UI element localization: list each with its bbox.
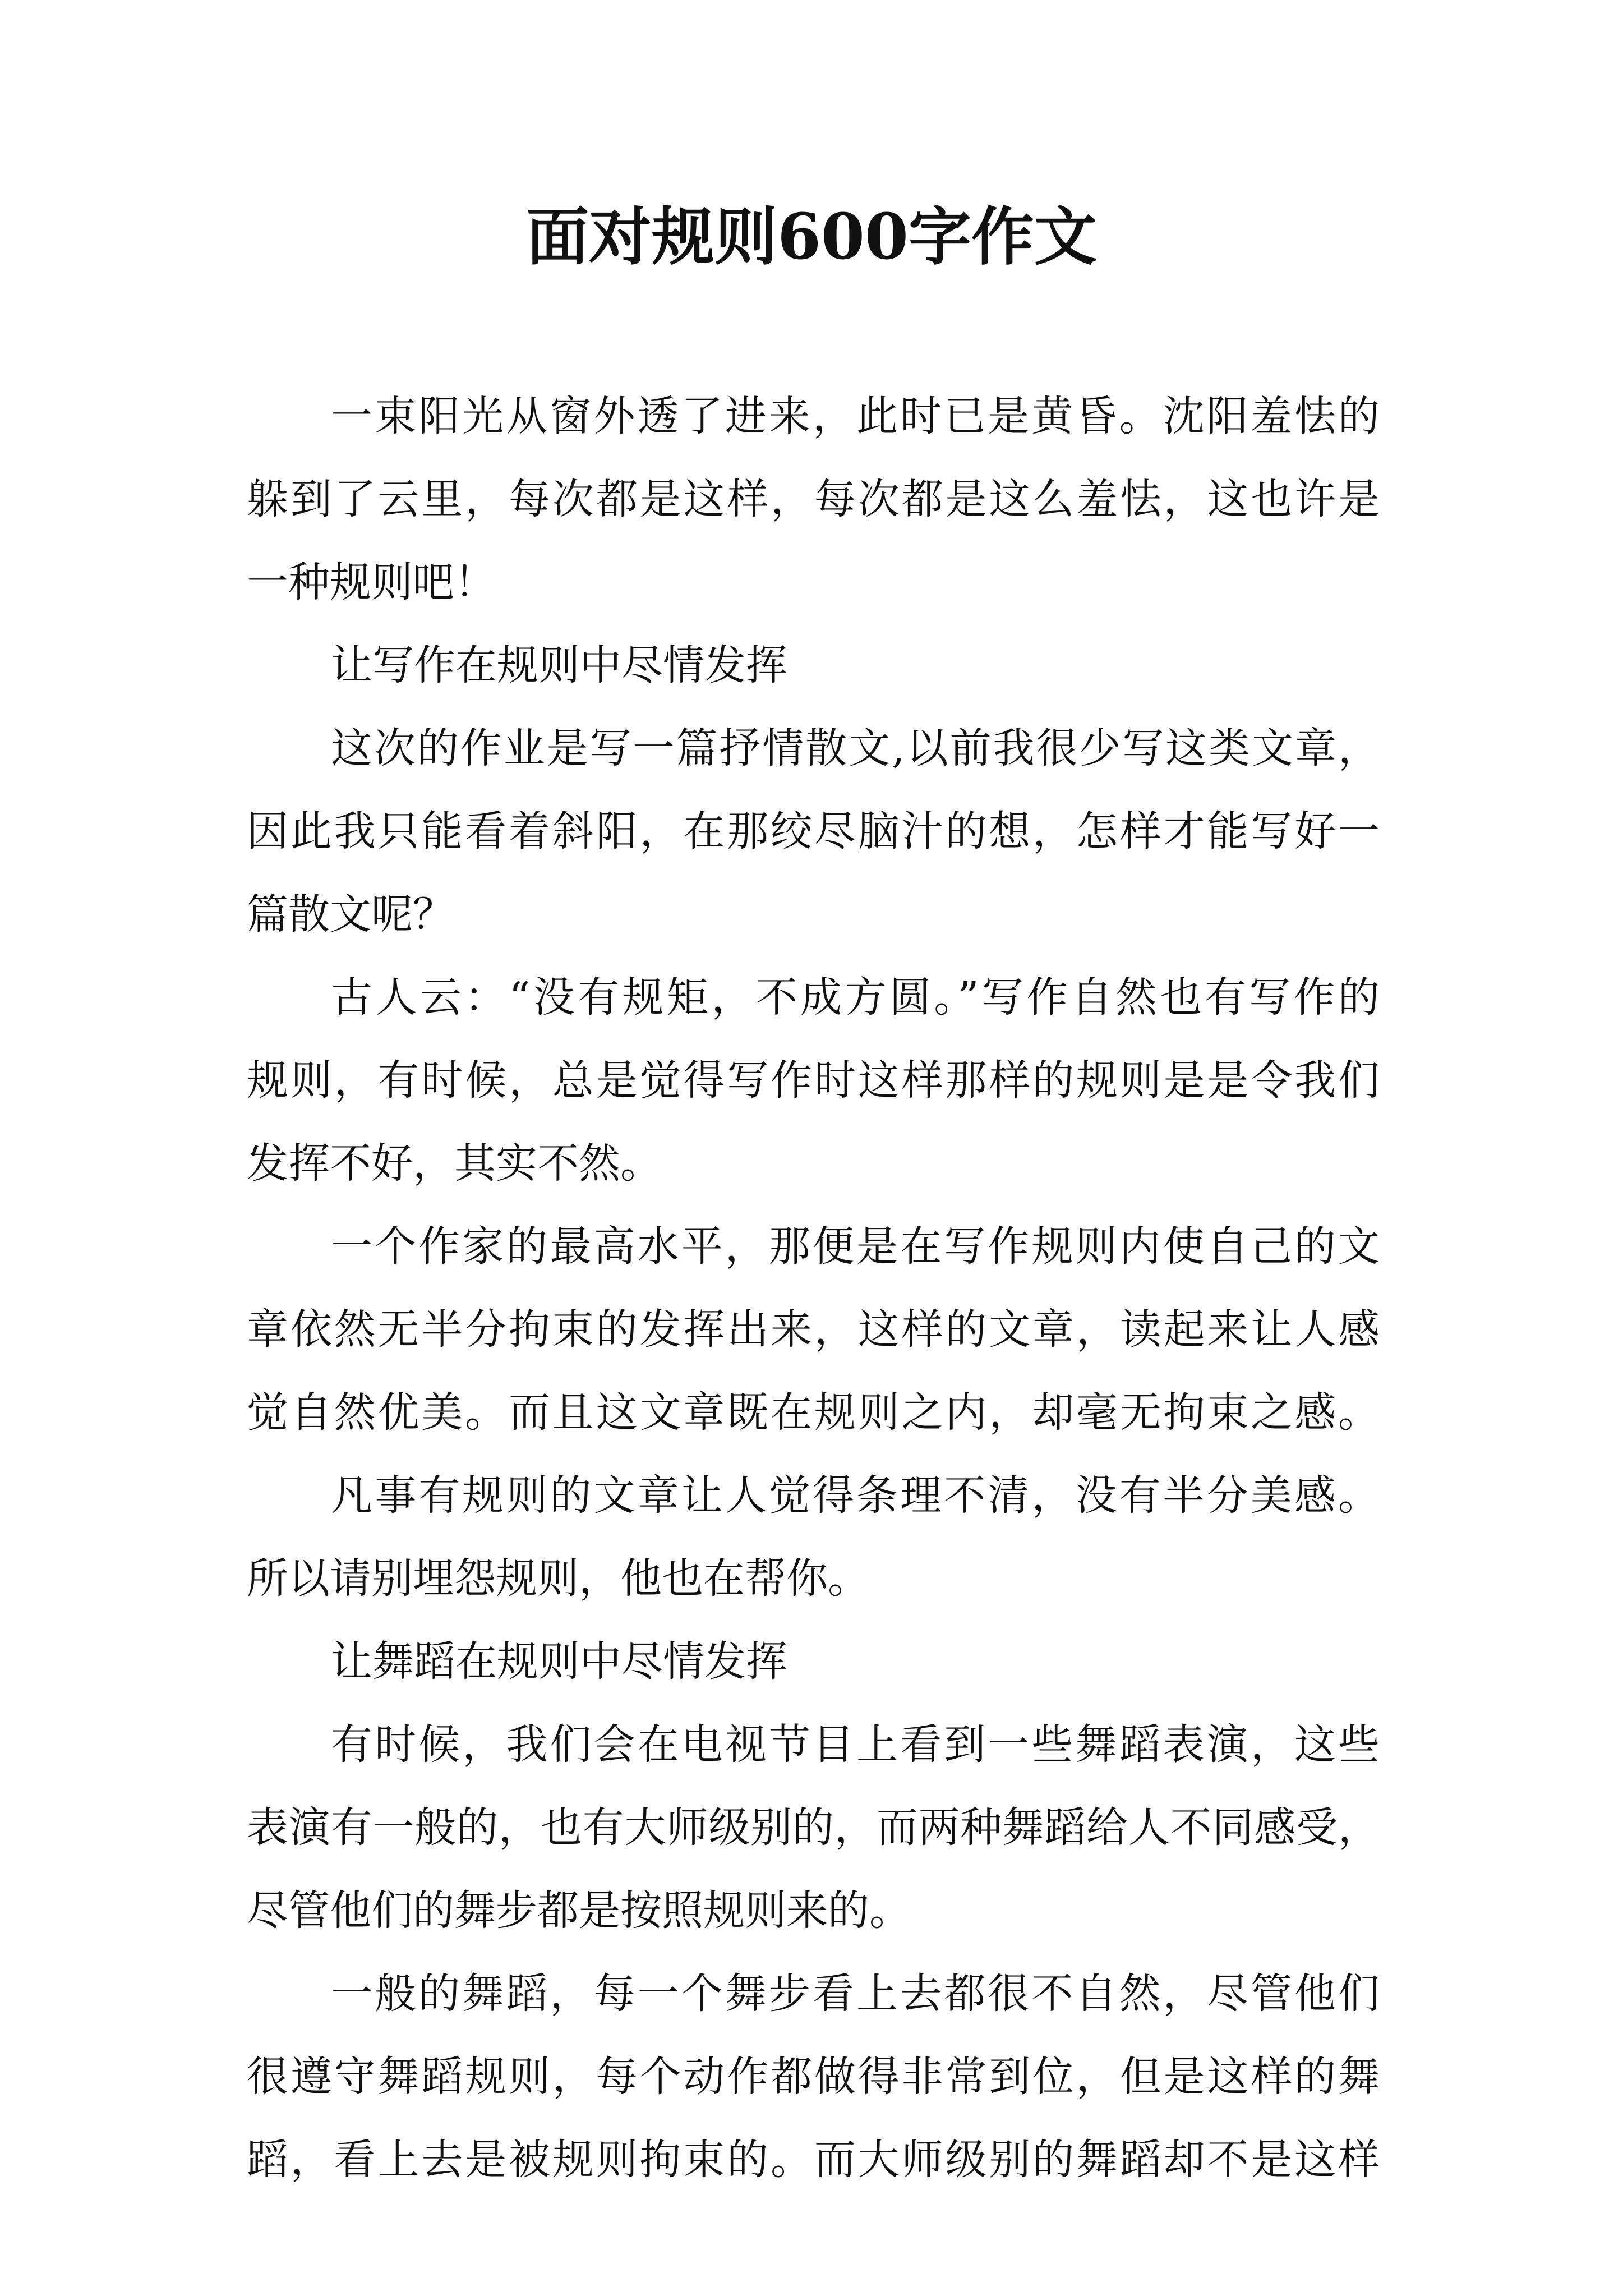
paragraph-line: 一束阳光从窗外透了进来，此时已是黄昏。沈阳羞怯的 (331, 392, 1380, 440)
paragraph-line: 躲到了云里，每次都是这样，每次都是这么羞怯，这也许是 (247, 475, 1380, 523)
paragraph-line: 这次的作业是写一篇抒情散文,以前我很少写这类文章， (331, 724, 1380, 772)
section-heading: 让舞蹈在规则中尽情发挥 (331, 1637, 787, 1686)
paragraph-line: 章依然无半分拘束的发挥出来，这样的文章，读起来让人感 (247, 1305, 1380, 1354)
paragraph-line: 发挥不好，其实不然。 (247, 1139, 662, 1188)
document-body (247, 375, 1380, 2201)
paragraph-line: 觉自然优美。而且这文章既在规则之内，却毫无拘束之感。 (247, 1388, 1380, 1437)
section-heading: 让写作在规则中尽情发挥 (331, 641, 787, 689)
paragraph-line: 表演有一般的，也有大师级别的，而两种舞蹈给人不同感受， (247, 1803, 1380, 1852)
paragraph-line: 尽管他们的舞步都是按照规则来的。 (247, 1887, 911, 1935)
paragraph-line: 古人云：“没有规矩，不成方圆。”写作自然也有写作的 (331, 973, 1380, 1022)
paragraph-line: 一种规则吧！ (247, 558, 496, 606)
paragraph-line: 因此我只能看着斜阳，在那绞尽脑汁的想，怎样才能写好一 (247, 807, 1380, 855)
paragraph-line: 篇散文呢？ (247, 890, 454, 938)
paragraph-line: 一个作家的最高水平，那便是在写作规则内使自己的文 (331, 1222, 1380, 1271)
paragraph-line: 蹈，看上去是被规则拘束的。而大师级别的舞蹈却不是这样 (247, 2136, 1380, 2184)
paragraph-line: 所以请别埋怨规则，他也在帮你。 (247, 1554, 869, 1603)
document-title: 面对规则600字作文 (526, 200, 1097, 274)
paragraph-line: 有时候，我们会在电视节目上看到一些舞蹈表演，这些 (331, 1720, 1380, 1769)
paragraph-line: 一般的舞蹈，每一个舞步看上去都很不自然，尽管他们 (331, 1970, 1380, 2018)
paragraph-line: 凡事有规则的文章让人觉得条理不清，没有半分美感。 (331, 1471, 1380, 1520)
paragraph-line: 规则，有时候，总是觉得写作时这样那样的规则是是令我们 (247, 1056, 1380, 1105)
paragraph-line: 很遵守舞蹈规则，每个动作都做得非常到位，但是这样的舞 (247, 2053, 1380, 2101)
